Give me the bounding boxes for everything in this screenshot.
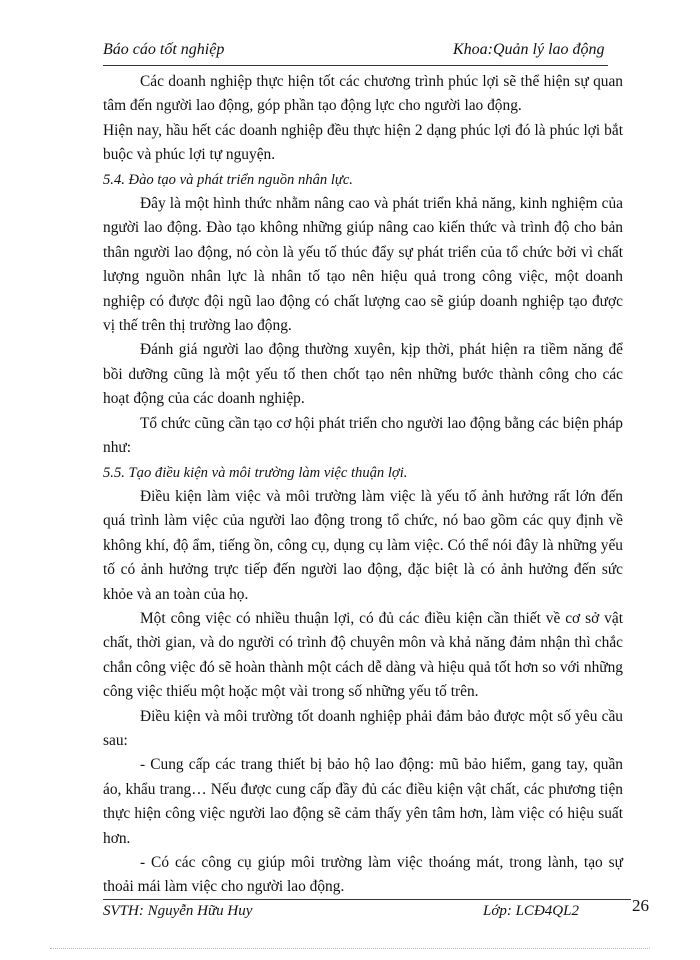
- section-heading-5-5: 5.5. Tạo điều kiện và môi trường làm việc thuận lợi.: [103, 464, 408, 481]
- paragraph-evaluation: Đánh giá người lao động thường xuyên, kịp thời, phát hiện ra tiềm năng để bồi dưỡng cũng là một yếu tố then chốt tạo nên những bước thành công cho các hoạt động của các doanh nghiệp.: [103, 341, 623, 408]
- paragraph-welfare-intro: Các doanh nghiệp thực hiện tốt các chương trình phúc lợi sẽ thể hiện sự quan tâm đến người lao động, góp phần tạo động lực cho người lao động.: [103, 73, 623, 115]
- list-item-protective-equipment: - Cung cấp các trang thiết bị bảo hộ lao động: mũ bảo hiểm, gang tay, quần áo, khẩu trang… Nếu được cung cấp đầy đủ các điều kiện vật chất, các phương tiện thực hiện công việc người lao động sẽ cảm thấy yên tâm hơn, làm việc có hiệu suất hơn.: [103, 756, 623, 847]
- section-heading-5-4: 5.4. Đào tạo và phát triển nguồn nhân lực.: [103, 171, 353, 188]
- document-body: [103, 70, 623, 900]
- footer-class: Lớp: LCĐ4QL2: [483, 903, 579, 919]
- paragraph-training: Đây là một hình thức nhằm nâng cao và phát triển khả năng, kinh nghiệm của người lao động. Đào tạo không những giúp nâng cao kiến thức và trình độ cho bản thân người lao động, nó còn là yếu tố thúc đẩy sự phát triển của tổ chức bởi vì chất lượng nguồn nhân lực là nhân tố tạo nên hiệu quả trong công việc, một doanh nghiệp có được đội ngũ lao động có chất lượng cao sẽ giúp doanh nghiệp tạo được vị thế trên thị trường lao động.: [103, 195, 623, 335]
- page-bottom-edge: [50, 948, 650, 949]
- paragraph-welfare-types: Hiện nay, hầu hết các doanh nghiệp đều thực hiện 2 dạng phúc lợi đó là phúc lợi bắt buộc và phúc lợi tự nguyện.: [103, 121, 623, 164]
- paragraph-working-conditions: Điều kiện làm việc và môi trường làm việc là yếu tố ảnh hưởng rất lớn đến quá trình làm việc của người lao động trong tổ chức, nó bao gồm các quy định về không khí, độ ẩm, tiếng ồn, công cụ, dụng cụ làm việc. Có thể nói đây là những yếu tố có ảnh hưởng trực tiếp đến người lao động, đặc biệt là có ảnh hưởng đến sức khỏe và an toàn của họ.: [103, 487, 623, 603]
- page-footer: [103, 903, 653, 925]
- footer-divider: [103, 899, 631, 900]
- header-report-title: Báo cáo tốt nghiệp: [103, 41, 225, 58]
- paragraph-favorable-work: Một công việc có nhiều thuận lợi, có đủ các điều kiện cần thiết về cơ sở vật chất, thời gian, và do người có trình độ chuyên môn và khả năng đảm nhận thì chắc chắn công việc đó sẽ hoàn thành một cách dễ dàng và hiệu quả tốt hơn so với những công việc thiếu một hoặc một vài trong số những yếu tố trên.: [103, 609, 623, 701]
- list-item-work-environment-tools: - Có các công cụ giúp môi trường làm việc thoáng mát, trong lành, tạo sự thoải mái làm việc cho người lao động.: [103, 854, 623, 896]
- header-faculty: Khoa:Quản lý lao động: [453, 41, 605, 58]
- page-number: 26: [632, 896, 649, 915]
- page-header: [103, 41, 608, 66]
- paragraph-requirements: Điều kiện và môi trường tốt doanh nghiệp phải đảm bảo được một số yêu cầu sau:: [103, 707, 623, 749]
- footer-student-name: SVTH: Nguyễn Hữu Huy: [103, 903, 253, 919]
- paragraph-development-opportunity: Tổ chức cũng cần tạo cơ hội phát triển cho người lao động bằng các biện pháp như:: [103, 414, 623, 457]
